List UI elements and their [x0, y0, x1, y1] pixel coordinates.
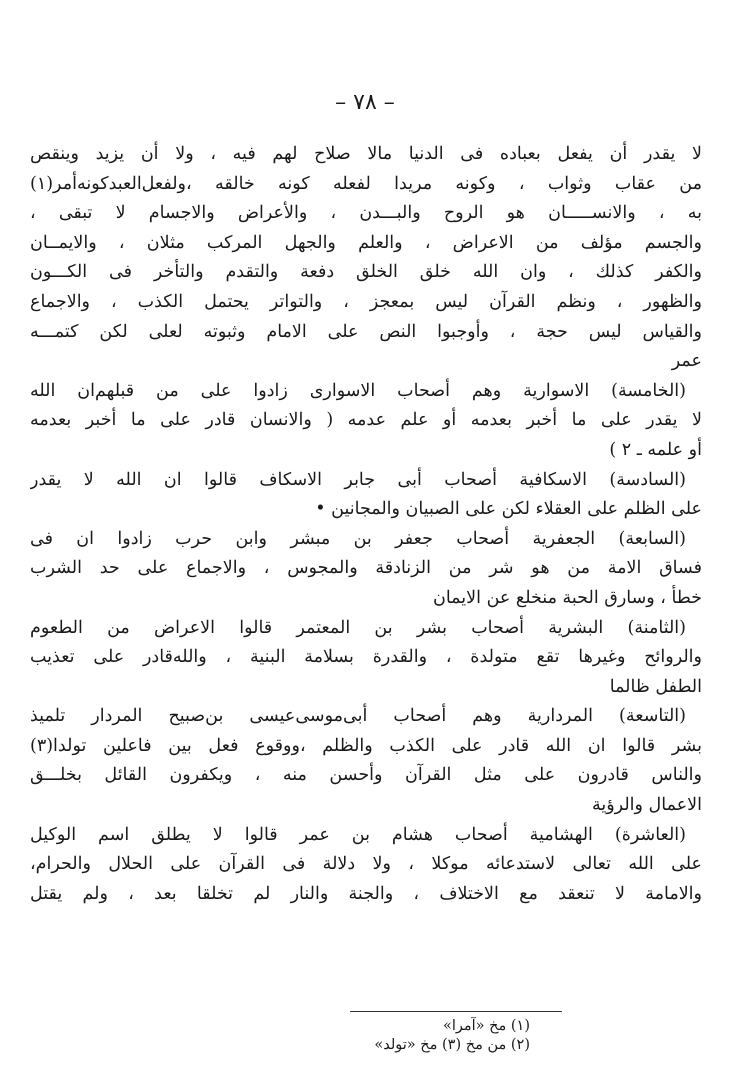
footnote: (١) مخ «آمرا» [442, 1018, 530, 1034]
text-line: والامامة لا تنعقد مع الاختلاف ، والجنة والنار لم تخلقا بعد ، ولم يقتل [30, 883, 702, 904]
text-line: به ، والانســـــان هو الروح والبـــدن ، والأعراض والاجسام لا تبقى ، [30, 203, 702, 224]
paragraph-start-line: (التاسعة) المردارية وهم أصحاب أبى‌موسى‌عيسى بن‌صبيح المردار تلميذ [30, 706, 686, 727]
page-number: – ٧٨ – [335, 90, 395, 115]
text-line: فساق الامة من هو شر من الزنادقة والمجوس ، والاجماع على حد الشرب [30, 558, 702, 579]
text-line: والقياس ليس حجة ، وأوجبوا النص على الامام وثبوته لعلى لكن كتمـــه [30, 321, 702, 342]
text-line: والروائح وغيرها تقع متولدة ، والقدرة بسلامة البنية ، والله‌قادر على تعذيب [30, 647, 702, 668]
text-line: خطأ ، وسارق الحبة منخلع عن الايمان [433, 587, 702, 608]
text-line: والجسم مؤلف من الاعراض ، والعلم والجهل المركب مثلان ، والايمــان [30, 232, 702, 253]
text-line: والناس قادرون على مثل القرآن وأحسن منه ، ويكفرون القائل بخلـــق [30, 765, 702, 786]
text-line: والكفر كذلك ، وان الله خلق الخلق دفعة والتقدم والتأخر فى الكـــون [30, 262, 702, 283]
paragraph-start-line: (الخامسة) الاسوارية وهم أصحاب الاسوارى زادوا على من قبلهم‌ان الله [30, 380, 686, 401]
text-line: بشر قالوا ان الله قادر على الكذب والظلم ،ووقوع فعل بين فاعلين تولدا(٣) [30, 735, 702, 756]
paragraph-start-line: (العاشرة) الهشامية أصحاب هشام بن عمر قالوا لا يطلق اسم الوكيل [30, 824, 686, 845]
text-line: على الظلم على العقلاء لكن على الصبيان والمجانين • [315, 499, 702, 520]
text-line: أو علمه ـ ٢ ) [609, 439, 702, 460]
footnote-divider [350, 1011, 562, 1012]
text-line: الاعمال والرؤية [591, 795, 702, 816]
text-line: لا يقدر أن يفعل بعباده فى الدنيا مالا صلاح لهم فيه ، ولا أن يزيد وينقص [30, 144, 702, 164]
footnote: (٢) من مخ (٣) مخ «تولد» [374, 1037, 530, 1053]
text-line: لا يقدر على ما أخبر بعدمه أو علم عدمه ( والانسان قادر على ما أخبر بعدمه [30, 410, 702, 431]
paragraph-start-line: (الثامنة) البشرية أصحاب بشر بن المعتمر قالوا الاعراض من الطعوم [30, 617, 686, 638]
text-line: على الله تعالى لاستدعائه موكلا ، ولا دلالة فى القرآن على الحلال والحرام، [30, 854, 702, 875]
paragraph-start-line: (السادسة) الاسكافية أصحاب أبى جابر الاسكاف قالوا ان الله لا يقدر [30, 469, 686, 490]
text-line: والظهور ، ونظم القرآن ليس بمعجز ، والتواتر يحتمل الكذب ، والاجماع [30, 291, 702, 312]
footnotes [230, 1017, 530, 1055]
text-line: الطفل ظالما [609, 676, 702, 697]
body-text [30, 140, 702, 909]
text-line: من عقاب وثواب ، وكونه مريدا لفعله كونه خالقه ،ولفعل‌العبدكونه‌أمر(١) [30, 173, 702, 194]
paragraph-start-line: (السابعة) الجعفرية أصحاب جعفر بن مبشر وابن حرب زادوا ان فى [30, 528, 686, 549]
text-line: عمر [671, 351, 702, 372]
